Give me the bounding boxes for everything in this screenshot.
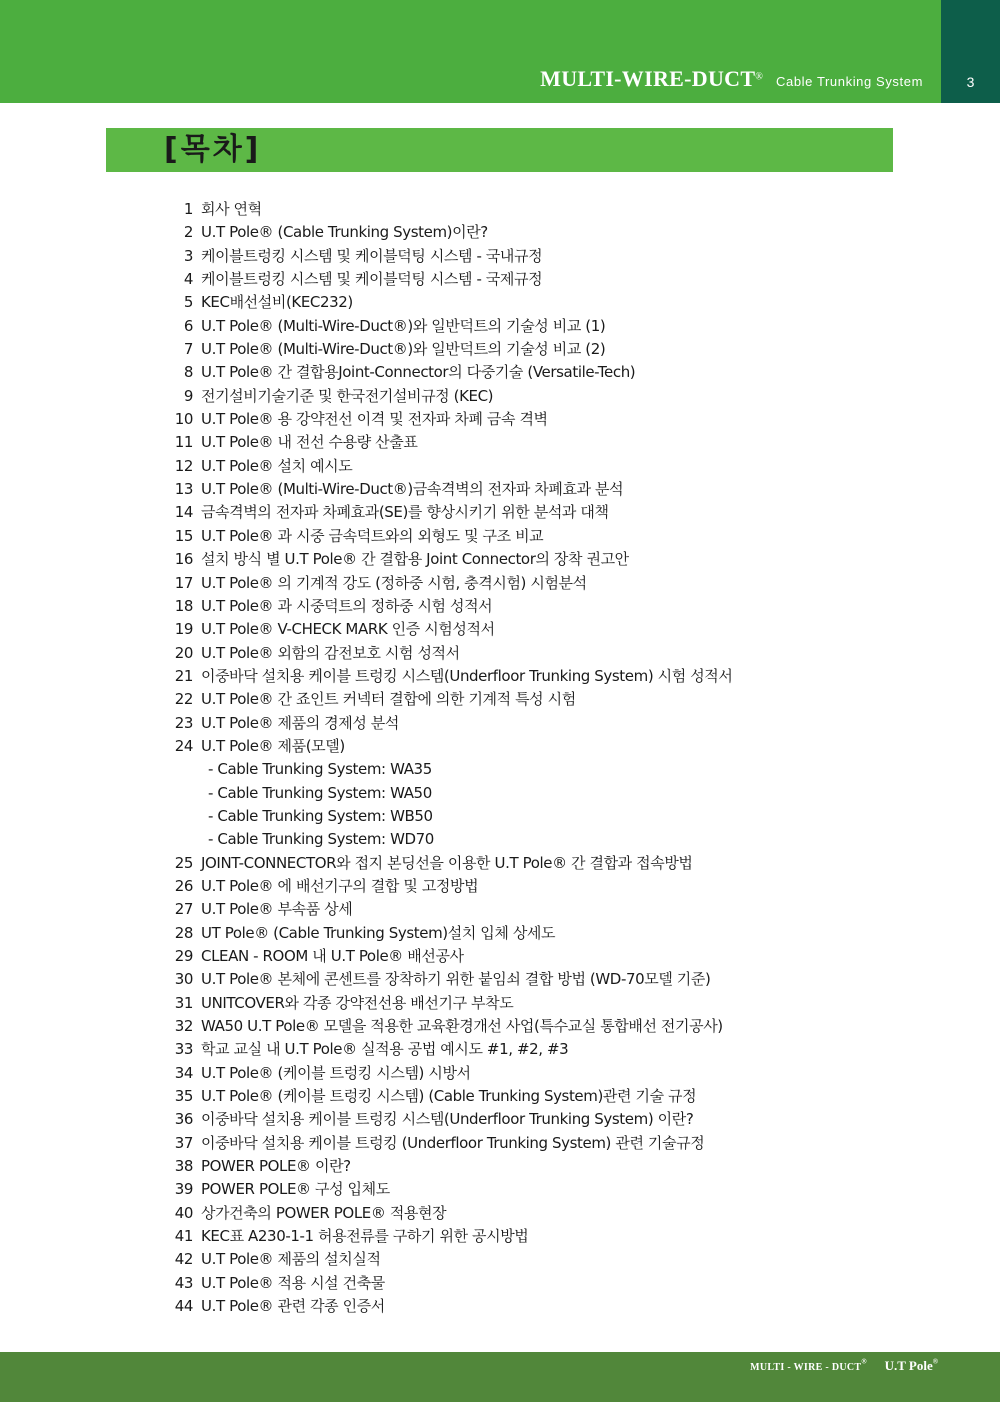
toc-item-number: 29 [174, 947, 193, 965]
toc-item-number: 36 [174, 1110, 193, 1129]
toc-item [160, 642, 860, 665]
toc-item-title: U.T Pole® 과 시중덕트의 정하중 시험 성적서 [201, 596, 493, 615]
toc-heading-bar [106, 128, 893, 172]
toc-item-title: KEC배선설비(KEC232) [201, 293, 353, 312]
toc-item-number: 14 [174, 503, 193, 522]
toc-item-title: 설치 방식 별 U.T Pole® 간 결합용 Joint Connector의 장착 권고안 [201, 550, 629, 569]
toc-item-title: WA50 U.T Pole® 모델을 적용한 교육환경개선 사업(특수교실 통합배선 전기공사) [201, 1017, 723, 1036]
toc-item [160, 945, 860, 968]
toc-item [160, 385, 860, 408]
toc-item-title: U.T Pole® 제품의 설치실적 [201, 1250, 381, 1269]
page-number-box [941, 0, 1000, 103]
footer-product: U.T Pole [884, 1358, 933, 1373]
toc-item-title: 전기설비기술기준 및 한국전기설비규정 (KEC) [201, 386, 494, 405]
toc-list [160, 198, 860, 1319]
toc-item-title: 이중바닥 설치용 케이블 트렁킹 시스템(Underfloor Trunking System) 이란? [201, 1110, 694, 1129]
footer-band [0, 1352, 1000, 1402]
toc-item-title: CLEAN - ROOM 내 U.T Pole® 배선공사 [201, 947, 464, 965]
toc-item-title: U.T Pole® (케이블 트렁킹 시스템) 시방서 [201, 1063, 471, 1082]
toc-item-number: 9 [183, 386, 193, 405]
toc-item [160, 1202, 860, 1225]
toc-item-number: 22 [174, 690, 193, 709]
footer-text [750, 1357, 938, 1375]
toc-item [160, 548, 860, 571]
toc-item-number: 26 [174, 876, 193, 895]
toc-item-title: POWER POLE® 이란? [201, 1157, 351, 1176]
toc-item-title: UNITCOVER와 각종 강약전선용 배선기구 부착도 [201, 993, 514, 1012]
toc-item-number: 19 [174, 620, 193, 639]
toc-item [160, 595, 860, 618]
page-number: 3 [966, 74, 975, 90]
toc-item-number: 32 [174, 1017, 193, 1036]
toc-item-title: U.T Pole® 제품의 경제성 분석 [201, 713, 399, 732]
toc-item-number: 11 [174, 433, 193, 452]
toc-item [160, 268, 860, 291]
toc-item-number: 24 [174, 736, 193, 755]
toc-item-title: U.T Pole® 본체에 콘센트를 장착하기 위한 붙임쇠 결합 방법 (WD-70모델 기준) [201, 970, 711, 989]
toc-item-number: 43 [174, 1273, 193, 1292]
toc-item-number: 10 [174, 410, 193, 429]
toc-item [160, 688, 860, 711]
toc-item-number: 12 [174, 456, 193, 475]
toc-item-number: 40 [174, 1203, 193, 1222]
toc-item-title: U.T Pole® 과 시중 금속덕트와의 외형도 및 구조 비교 [201, 526, 544, 545]
header-brand-reg: ® [755, 71, 763, 83]
toc-item [160, 1038, 860, 1061]
toc-item-title: - Cable Trunking System: WA35 [208, 760, 432, 779]
toc-item-number: 35 [174, 1087, 193, 1106]
toc-item-title: 이중바닥 설치용 케이블 트렁킹 시스템(Underfloor Trunking System) 시험 성적서 [201, 666, 733, 685]
toc-item-title: - Cable Trunking System: WB50 [208, 806, 433, 825]
toc-item-number: 2 [183, 223, 193, 242]
toc-item-number: 8 [183, 363, 193, 382]
toc-item-title: U.T Pole® (케이블 트렁킹 시스템) (Cable Trunking System)관련 기술 규정 [201, 1087, 697, 1106]
toc-item-number: 23 [174, 713, 193, 732]
toc-item [160, 968, 860, 991]
toc-item-title: KEC표 A230-1-1 허용전류를 구하기 위한 공시방법 [201, 1227, 529, 1246]
toc-item-number: 17 [174, 573, 193, 592]
toc-item [160, 198, 860, 221]
toc-item-title: U.T Pole® 내 전선 수용량 산출표 [201, 433, 418, 452]
toc-item [160, 572, 860, 595]
footer-brand-reg: ® [861, 1357, 867, 1366]
toc-item-number: 37 [174, 1133, 193, 1152]
toc-item [160, 992, 860, 1015]
header-brand: MULTI-WIRE-DUCT [540, 66, 756, 91]
header-subtitle: Cable Trunking System [776, 74, 923, 89]
toc-item-number: 4 [183, 270, 193, 289]
toc-item-title: U.T Pole® 용 강약전선 이격 및 전자파 차폐 금속 격벽 [201, 410, 548, 429]
toc-item-title: U.T Pole® (Cable Trunking System)이란? [201, 223, 488, 242]
toc-item-number: 34 [174, 1063, 193, 1082]
toc-item [160, 712, 860, 735]
toc-item [160, 1155, 860, 1178]
toc-item-title: U.T Pole® 간 죠인트 커넥터 결합에 의한 기계적 특성 시험 [201, 690, 576, 709]
toc-item-title: UT Pole® (Cable Trunking System)설치 입체 상세도 [201, 923, 556, 942]
toc-item [160, 1272, 860, 1295]
toc-item [160, 501, 860, 524]
toc-item-title: 금속격벽의 전자파 차폐효과(SE)를 향상시키기 위한 분석과 대책 [201, 503, 609, 522]
toc-item-number: 42 [174, 1250, 193, 1269]
toc-item-number: 13 [174, 480, 193, 499]
toc-item-title: U.T Pole® 관련 각종 인증서 [201, 1297, 385, 1316]
toc-item [160, 1178, 860, 1201]
toc-item-number: 27 [174, 900, 193, 919]
toc-subitem [160, 758, 860, 781]
toc-item-title: - Cable Trunking System: WA50 [208, 783, 432, 802]
toc-item-number: 21 [174, 666, 193, 685]
toc-item [160, 1248, 860, 1271]
toc-item-title: U.T Pole® (Multi-Wire-Duct®)금속격벽의 전자파 차폐효과 분석 [201, 480, 624, 499]
toc-item-number: 25 [174, 853, 193, 872]
toc-item [160, 665, 860, 688]
toc-item-number: 1 [183, 200, 193, 218]
toc-item [160, 245, 860, 268]
toc-item [160, 315, 860, 338]
toc-item-title: U.T Pole® 부속품 상세 [201, 900, 353, 919]
toc-item-title: 회사 연혁 [201, 200, 262, 218]
toc-item [160, 525, 860, 548]
toc-item [160, 922, 860, 945]
footer-product-reg: ® [932, 1357, 938, 1366]
toc-item [160, 408, 860, 431]
toc-item-title: U.T Pole® 적용 시설 건축물 [201, 1273, 385, 1292]
toc-item [160, 431, 860, 454]
toc-item-number: 7 [183, 340, 193, 359]
toc-item-title: 상가건축의 POWER POLE® 적용현장 [201, 1203, 447, 1222]
toc-item [160, 1295, 860, 1318]
toc-item [160, 898, 860, 921]
toc-item-title: POWER POLE® 구성 입체도 [201, 1180, 390, 1199]
toc-item [160, 1085, 860, 1108]
toc-item [160, 338, 860, 361]
toc-item-title: JOINT-CONNECTOR와 접지 본딩선을 이용한 U.T Pole® 간 결합과 접속방법 [201, 853, 693, 872]
toc-item [160, 1108, 860, 1131]
toc-item-title: 이중바닥 설치용 케이블 트렁킹 (Underfloor Trunking System) 관련 기술규정 [201, 1133, 705, 1152]
toc-item-title: U.T Pole® 제품(모델) [201, 736, 345, 755]
toc-item [160, 735, 860, 758]
toc-item-title: U.T Pole® 의 기계적 강도 (정하중 시험, 충격시험) 시험분석 [201, 573, 587, 592]
toc-item [160, 478, 860, 501]
toc-item [160, 361, 860, 384]
toc-item [160, 1225, 860, 1248]
toc-item-title: U.T Pole® (Multi-Wire-Duct®)와 일반덕트의 기술성 비교 (1) [201, 316, 606, 335]
toc-item [160, 221, 860, 244]
toc-item-number: 31 [174, 993, 193, 1012]
toc-item-title: U.T Pole® V-CHECK MARK 인증 시험성적서 [201, 620, 495, 639]
toc-subitem [160, 805, 860, 828]
header-title [540, 66, 923, 92]
toc-item-number: 28 [174, 923, 193, 942]
toc-subitem [160, 782, 860, 805]
toc-item [160, 1132, 860, 1155]
toc-item-number: 30 [174, 970, 193, 989]
toc-item-number: 5 [183, 293, 193, 312]
toc-item-number: 41 [174, 1227, 193, 1246]
toc-item-title: U.T Pole® 외함의 감전보호 시험 성적서 [201, 643, 460, 662]
footer-brand: MULTI - WIRE - DUCT [750, 1362, 862, 1373]
toc-item-title: U.T Pole® 간 결합용Joint-Connector의 다중기술 (Versatile-Tech) [201, 363, 636, 382]
toc-item-number: 33 [174, 1040, 193, 1059]
toc-item-title: 케이블트렁킹 시스템 및 케이블덕팅 시스템 - 국제규정 [201, 270, 543, 289]
toc-item-number: 39 [174, 1180, 193, 1199]
toc-item-title: U.T Pole® 설치 예시도 [201, 456, 353, 475]
toc-heading: [목차] [164, 132, 262, 167]
toc-item [160, 852, 860, 875]
toc-item-number: 15 [174, 526, 193, 545]
toc-item-number: 18 [174, 596, 193, 615]
toc-subitem [160, 828, 860, 851]
toc-item-number: 38 [174, 1157, 193, 1176]
toc-item-title: 학교 교실 내 U.T Pole® 실적용 공법 예시도 #1, #2, #3 [201, 1040, 569, 1059]
toc-item-title: U.T Pole® 에 배선기구의 결합 및 고정방법 [201, 876, 479, 895]
toc-item [160, 291, 860, 314]
toc-item-number: 44 [174, 1297, 193, 1316]
toc-item-title: - Cable Trunking System: WD70 [208, 830, 434, 849]
toc-item-title: 케이블트렁킹 시스템 및 케이블덕팅 시스템 - 국내규정 [201, 246, 543, 265]
toc-item-number: 3 [183, 246, 193, 265]
toc-item-number: 16 [174, 550, 193, 569]
toc-item [160, 1062, 860, 1085]
toc-item-title: U.T Pole® (Multi-Wire-Duct®)와 일반덕트의 기술성 비교 (2) [201, 340, 606, 359]
toc-item-number: 6 [183, 316, 193, 335]
toc-item [160, 618, 860, 641]
toc-item [160, 455, 860, 478]
toc-item [160, 1015, 860, 1038]
toc-item [160, 875, 860, 898]
toc-item-number: 20 [174, 643, 193, 662]
